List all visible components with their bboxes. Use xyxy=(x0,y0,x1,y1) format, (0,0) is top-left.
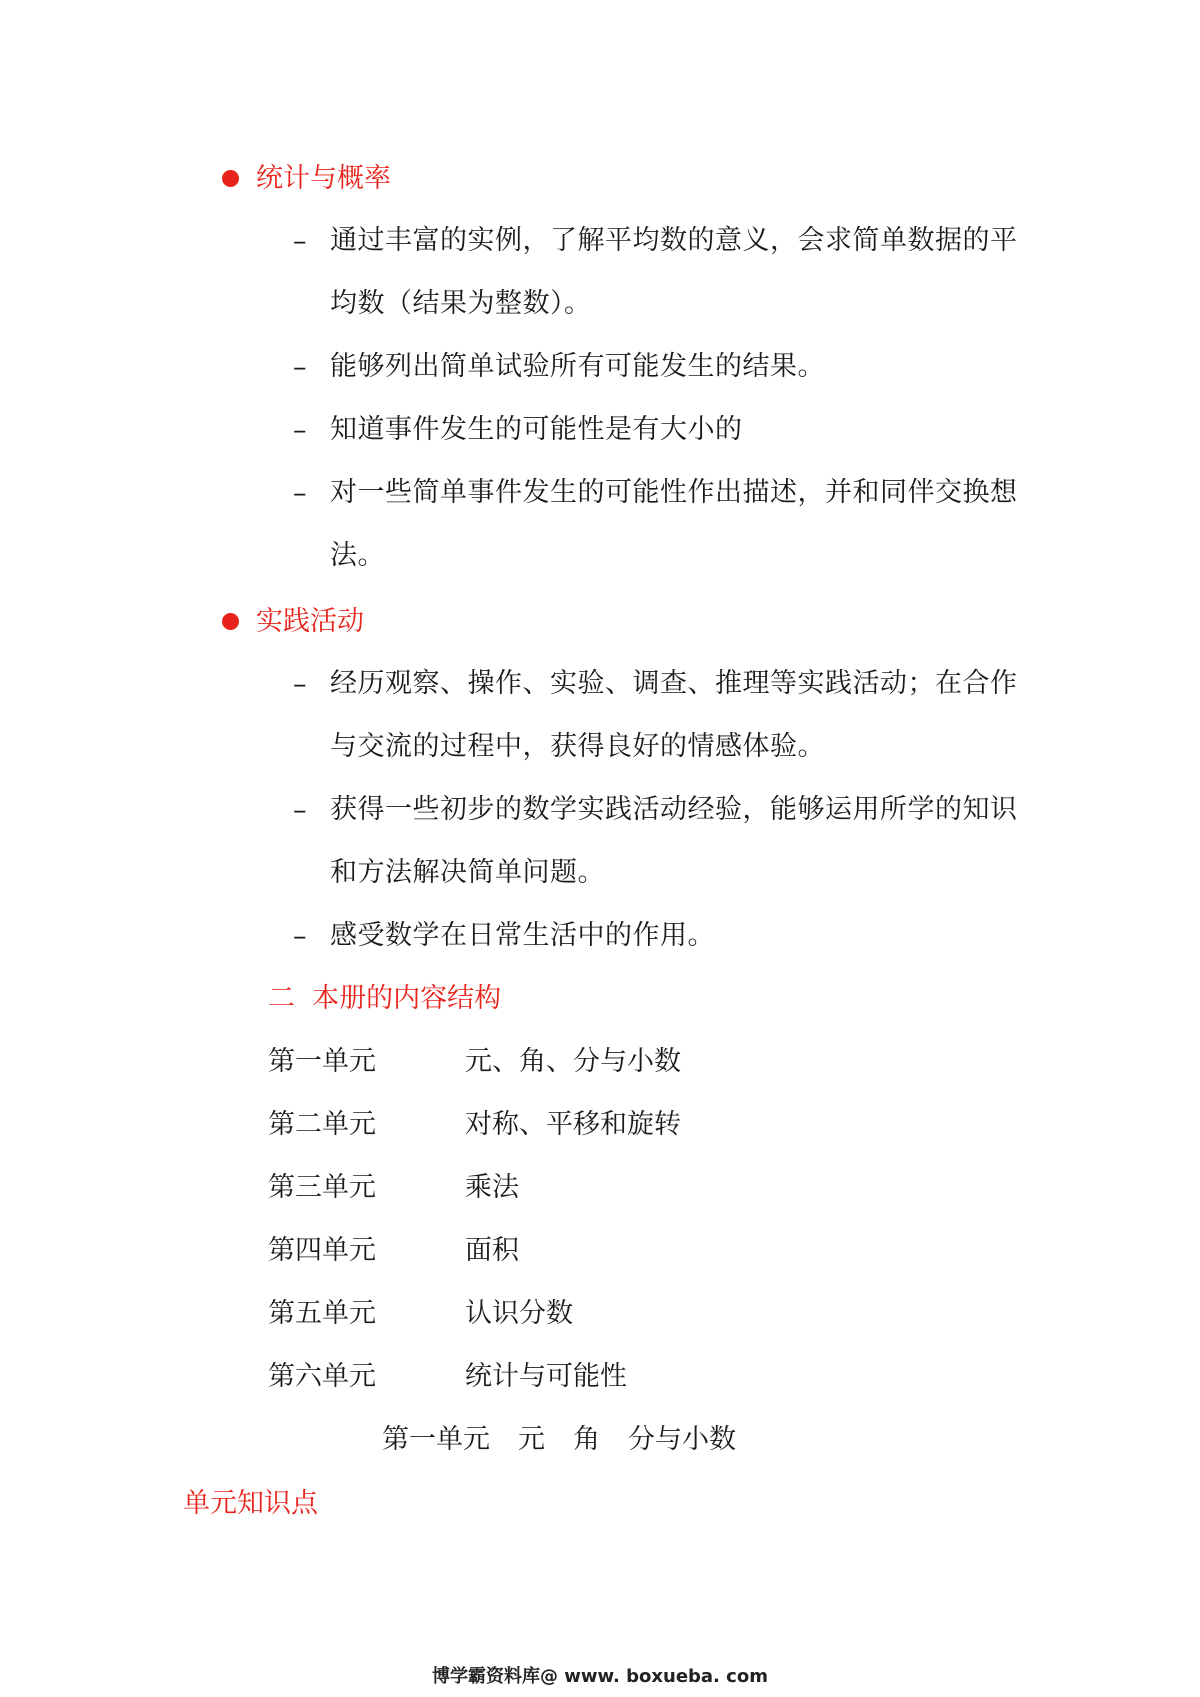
unit-topic-2: 对称、平移和旋转 xyxy=(465,1109,681,1140)
dash-bullet: – xyxy=(293,478,307,509)
unit-topic-3: 乘法 xyxy=(465,1172,519,1203)
practice-item-3-line-1: 感受数学在日常生活中的作用。 xyxy=(330,920,715,951)
practice-item-1-line-2: 与交流的过程中，获得良好的情感体验。 xyxy=(330,731,825,762)
unit-topic-4: 面积 xyxy=(465,1235,519,1266)
practice-item-2-line-1: 获得一些初步的数学实践活动经验，能够运用所学的知识 xyxy=(330,794,1018,825)
stats-item-2-line-1: 能够列出简单试验所有可能发生的结果。 xyxy=(330,351,825,382)
dash-bullet: – xyxy=(293,352,307,383)
bullet-dot-icon xyxy=(222,170,239,187)
unit-topic-1: 元、角、分与小数 xyxy=(465,1046,681,1077)
chapter-title-yuan: 元 xyxy=(518,1424,545,1455)
dash-bullet: – xyxy=(293,415,307,446)
stats-item-4-line-1: 对一些简单事件发生的可能性作出描述，并和同伴交换想 xyxy=(330,477,1018,508)
stats-item-4-line-2: 法。 xyxy=(330,540,385,571)
unit-name-5: 第五单元 xyxy=(268,1298,376,1329)
chapter-title-unit: 第一单元 xyxy=(382,1424,490,1455)
structure-heading: 二 本册的内容结构 xyxy=(268,983,502,1014)
section-title-practice: 实践活动 xyxy=(256,606,364,637)
chapter-title xyxy=(382,1426,736,1453)
unit-topic-5: 认识分数 xyxy=(465,1298,573,1329)
dash-bullet: – xyxy=(293,795,307,826)
unit-name-4: 第四单元 xyxy=(268,1235,376,1266)
footer-watermark: 博学霸资料库@ www. boxueba. com xyxy=(432,1666,768,1687)
stats-item-1-line-1: 通过丰富的实例，了解平均数的意义，会求简单数据的平 xyxy=(330,225,1018,256)
unit-topic-6: 统计与可能性 xyxy=(465,1361,627,1392)
practice-item-1-line-1: 经历观察、操作、实验、调查、推理等实践活动；在合作 xyxy=(330,668,1018,699)
practice-item-2-line-2: 和方法解决简单问题。 xyxy=(330,857,605,888)
dash-bullet: – xyxy=(293,921,307,952)
chapter-title-fen: 分与小数 xyxy=(628,1424,736,1455)
unit-name-2: 第二单元 xyxy=(268,1109,376,1140)
section-title-stats: 统计与概率 xyxy=(256,163,391,194)
unit-name-1: 第一单元 xyxy=(268,1046,376,1077)
unit-name-3: 第三单元 xyxy=(268,1172,376,1203)
dash-bullet: – xyxy=(293,669,307,700)
stats-item-3-line-1: 知道事件发生的可能性是有大小的 xyxy=(330,414,743,445)
stats-item-1-line-2: 均数（结果为整数）。 xyxy=(330,288,592,319)
dash-bullet: – xyxy=(293,226,307,257)
chapter-title-jiao: 角 xyxy=(573,1424,600,1455)
unit-name-6: 第六单元 xyxy=(268,1361,376,1392)
knowledge-heading: 单元知识点 xyxy=(183,1488,318,1519)
bullet-dot-icon xyxy=(222,613,239,630)
